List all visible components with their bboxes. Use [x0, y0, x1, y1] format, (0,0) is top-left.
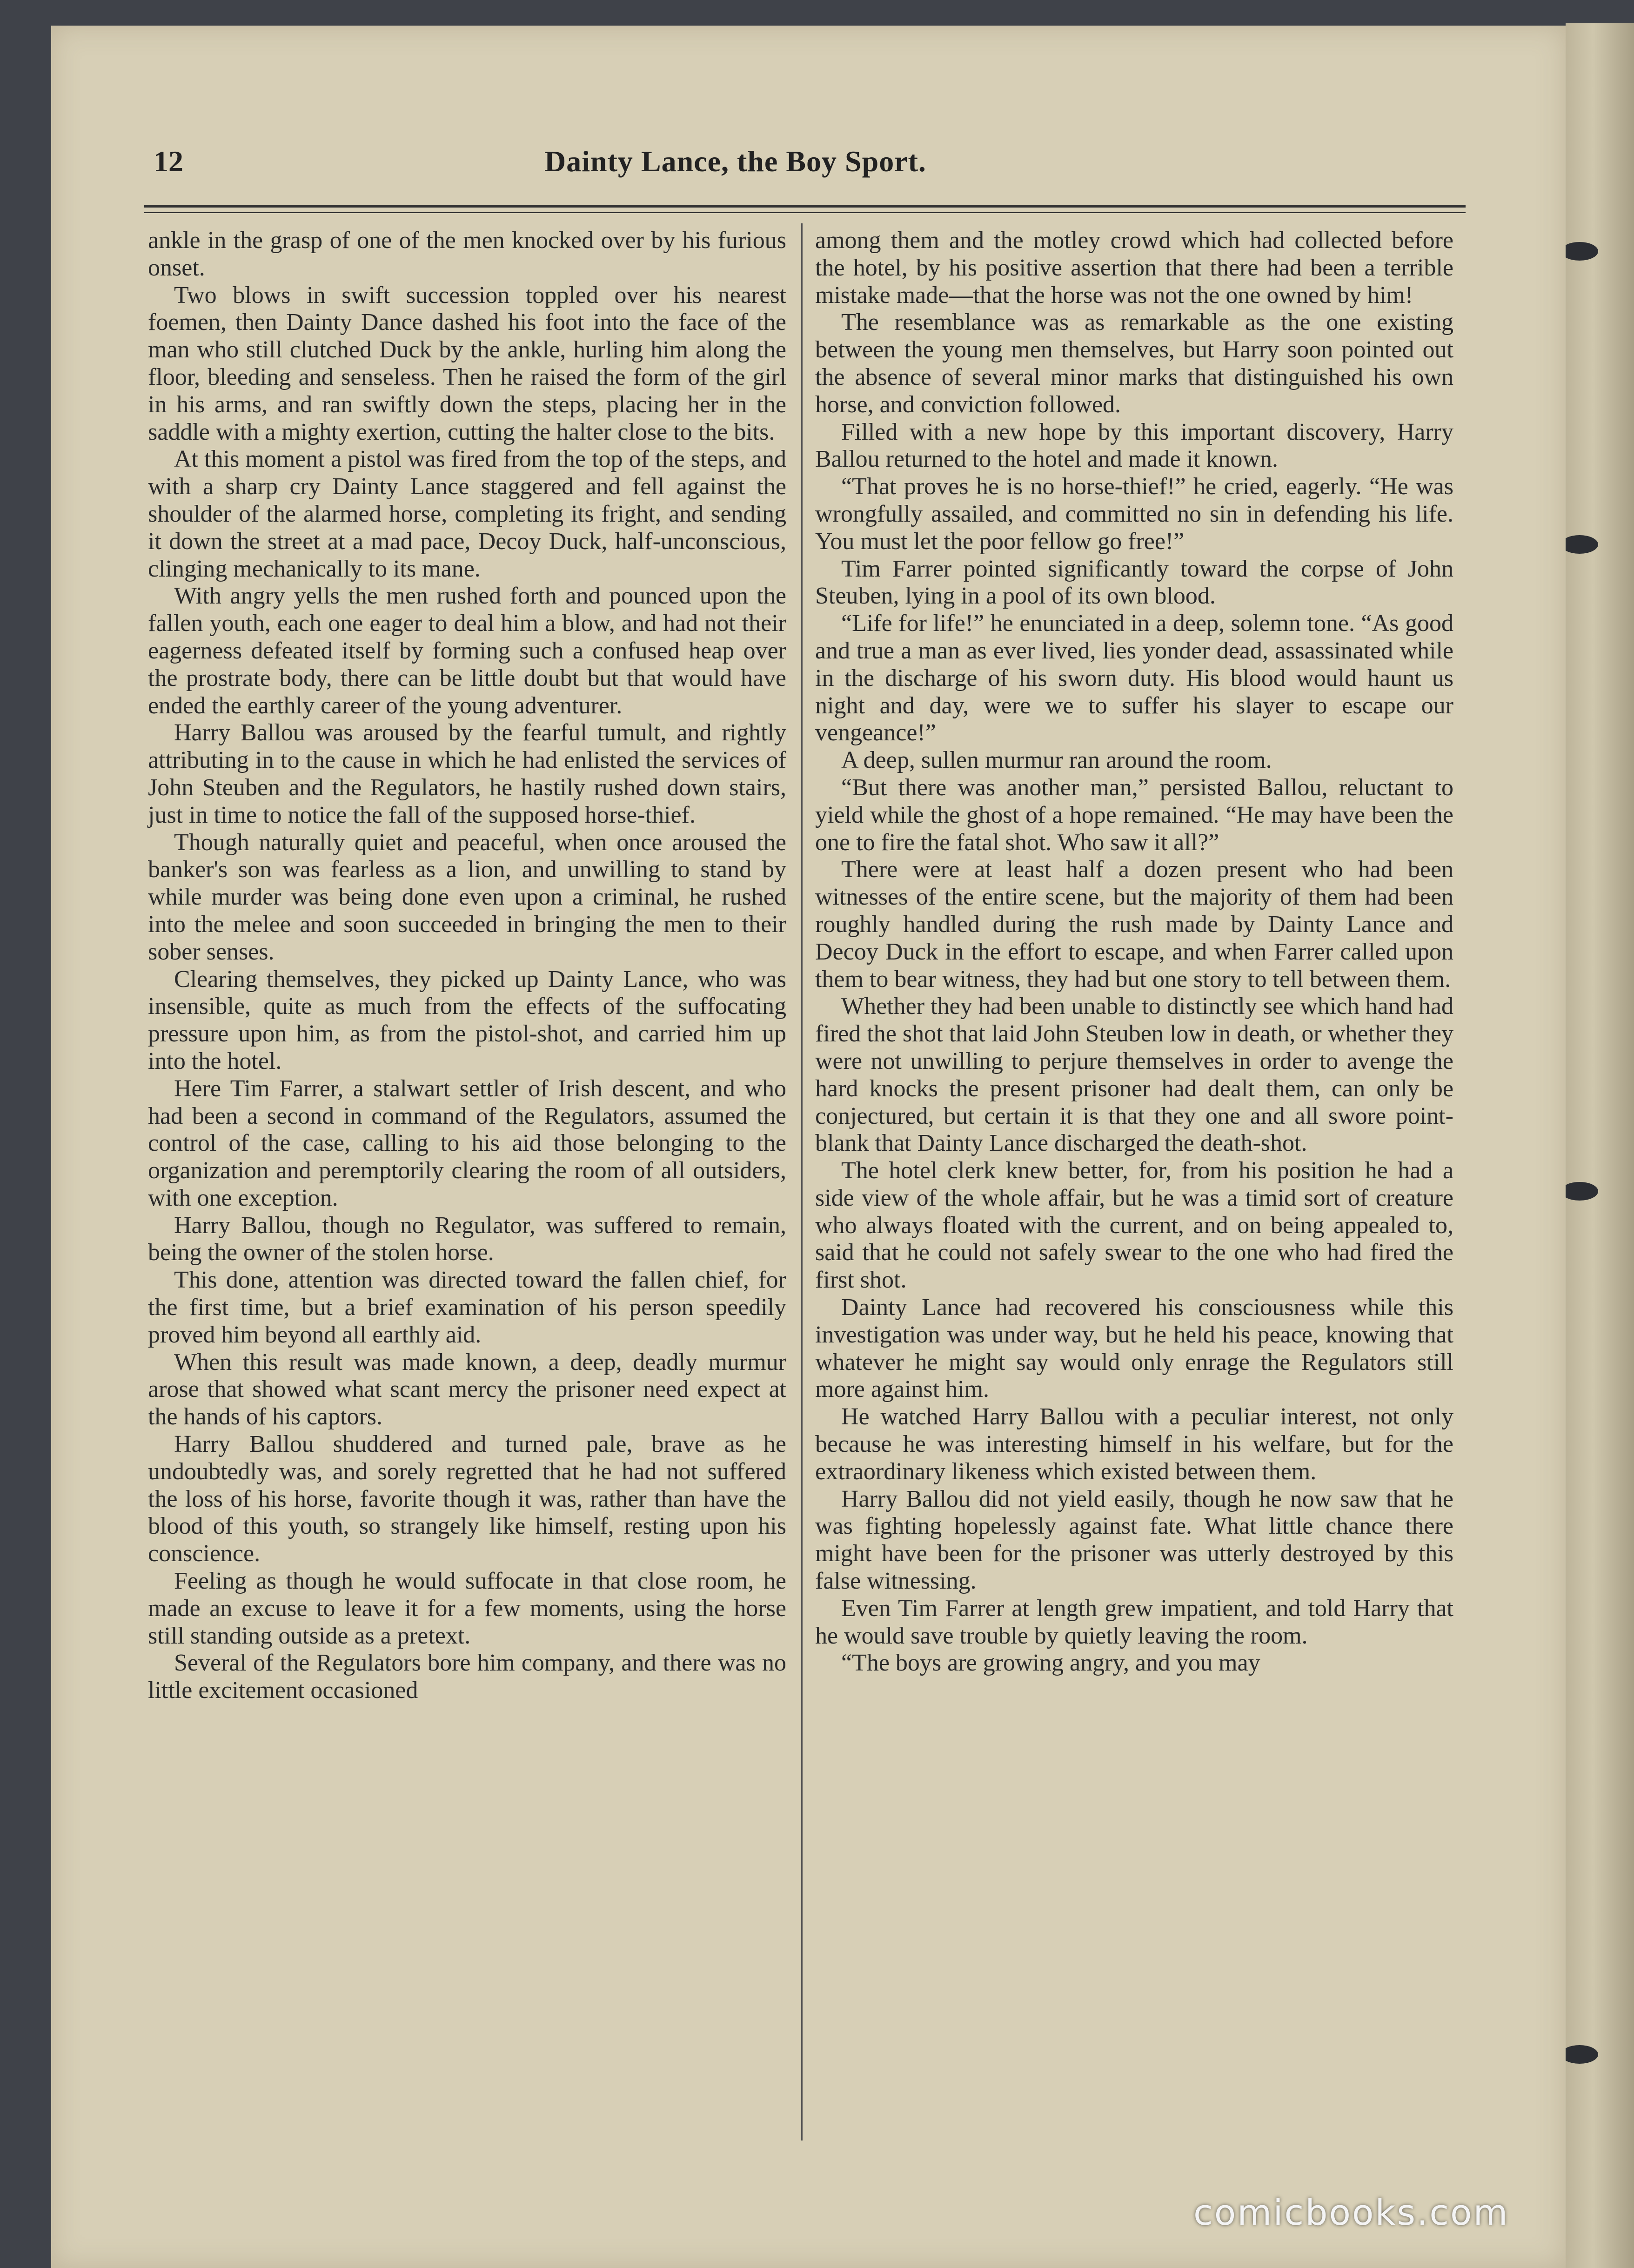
- binding-hole: [1561, 1182, 1598, 1201]
- book-spine: [1566, 23, 1634, 2268]
- header-rule-thin: [144, 212, 1466, 213]
- binding-hole: [1561, 242, 1598, 261]
- paragraph: The hotel clerk knew better, for, from his position he had a side view of the whole affair, but he was a timid sort of creature who always floated with the current, and on being appealed to, said that he could not safely swear to the one who had fired the first shot.: [815, 1157, 1453, 1294]
- paragraph: When this result was made known, a deep, deadly murmur arose that showed what scant mercy the prisoner need expect at the hands of his captors.: [148, 1349, 786, 1430]
- paragraph: Here Tim Farrer, a stalwart settler of Irish descent, and who had been a second in command of the Regulators, assumed the control of the case, calling to his aid those belonging to the organization and peremptorily clearing the room of all outsiders, with one exception.: [148, 1075, 786, 1211]
- paragraph: Harry Ballou, though no Regulator, was suffered to remain, being the owner of the stolen horse.: [148, 1212, 786, 1266]
- paragraph: This done, attention was directed toward the fallen chief, for the first time, but a brief examination of his person speedily proved him beyond all earthly aid.: [148, 1267, 786, 1348]
- paragraph: ankle in the grasp of one of the men knocked over by his furious onset.: [148, 227, 786, 281]
- header-rule: [144, 205, 1466, 208]
- paragraph: Clearing themselves, they picked up Dainty Lance, who was insensible, quite as much from the effects of the suffocating pressure upon him, as from the pistol-shot, and carried him up into the hotel.: [148, 966, 786, 1074]
- page-header: [154, 140, 1466, 205]
- paragraph: He watched Harry Ballou with a peculiar interest, not only because he was interesting himself in his welfare, but for the extraordinary likeness which existed between them.: [815, 1403, 1453, 1485]
- paragraph: At this moment a pistol was fired from the top of the steps, and with a sharp cry Dainty Lance staggered and fell against the shoulder of the alarmed horse, completing its fright, and sending it down the street at a mad pace, Decoy Duck, half-unconscious, clinging mechanically to its mane.: [148, 446, 786, 582]
- column-divider: [801, 223, 803, 2141]
- paragraph: Several of the Regulators bore him company, and there was no little excitement occasioned: [148, 1650, 786, 1704]
- paragraph: Two blows in swift succession toppled over his nearest foemen, then Dainty Dance dashed his foot into the face of the man who still clutched Duck by the ankle, hurling him along the floor, bleeding and senseless. Then he raised the form of the girl in his arms, and ran swiftly down the steps, placing her in the saddle with a mighty exertion, cutting the halter close to the bits.: [148, 282, 786, 445]
- paragraph: Whether they had been unable to distinctly see which hand had fired the shot that laid John Steuben low in death, or whether they were not unwilling to perjure themselves in order to avenge the hard knocks the present prisoner had dealt them, can only be conjectured, but certain it is that they one and all swore point-blank that Dainty Lance discharged the death-shot.: [815, 993, 1453, 1157]
- paragraph: Harry Ballou was aroused by the fearful tumult, and rightly attributing in to the cause in which he had enlisted the services of John Steuben and the Regulators, he hastily rushed down stairs, just in time to notice the fall of the supposed horse-thief.: [148, 719, 786, 828]
- right-column: [815, 227, 1453, 1677]
- paragraph: The resemblance was as remarkable as the one existing between the young men themselves, but Harry soon pointed out the absence of several minor marks that distinguished his own horse, and conviction followed.: [815, 309, 1453, 418]
- binding-hole: [1561, 535, 1598, 554]
- page-number: 12: [154, 145, 183, 178]
- paragraph: With angry yells the men rushed forth and pounced upon the fallen youth, each one eager to deal him a blow, and had not their eagerness defeated itself by forming such a confused heap over the prostrate body, there can be little doubt but that would have ended the earthly career of the young adventurer.: [148, 583, 786, 719]
- paragraph: “Life for life!” he enunciated in a deep, solemn tone. “As good and true a man as ever lived, lies yonder dead, assassinated while in the discharge of his sworn duty. His blood would haunt us night and day, were we to suffer his slayer to escape our vengeance!”: [815, 610, 1453, 746]
- paragraph: Though naturally quiet and peaceful, when once aroused the banker's son was fearless as a lion, and unwilling to stand by while murder was being done even upon a criminal, he rushed into the melee and soon succeeded in bringing the men to their sober senses.: [148, 829, 786, 965]
- paragraph: “That proves he is no horse-thief!” he cried, eagerly. “He was wrongfully assailed, and committed no sin in defending his life. You must let the poor fellow go free!”: [815, 473, 1453, 555]
- binding-hole: [1561, 2045, 1598, 2064]
- paragraph: Even Tim Farrer at length grew impatient, and told Harry that he would save trouble by quietly leaving the room.: [815, 1595, 1453, 1649]
- watermark: comicbooks.com: [1193, 2192, 1509, 2233]
- paragraph: Dainty Lance had recovered his consciousness while this investigation was under way, but he held his peace, knowing that whatever he might say would only enrage the Regulators still more against him.: [815, 1294, 1453, 1403]
- paragraph: Harry Ballou did not yield easily, though he now saw that he was fighting hopelessly against fate. What little chance there might have been for the prisoner was utterly destroyed by this false witnessing.: [815, 1485, 1453, 1595]
- paragraph: Harry Ballou shuddered and turned pale, brave as he undoubtedly was, and sorely regretted that he had not suffered the loss of his horse, favorite though it was, rather than have the blood of this youth, so strangely like himself, resting upon his conscience.: [148, 1431, 786, 1567]
- paragraph: Filled with a new hope by this important discovery, Harry Ballou returned to the hotel and made it known.: [815, 418, 1453, 473]
- left-column: [148, 227, 786, 1704]
- paragraph: Feeling as though he would suffocate in that close room, he made an excuse to leave it for a few moments, using the horse still standing outside as a pretext.: [148, 1568, 786, 1649]
- paragraph: “The boys are growing angry, and you may: [841, 1650, 1260, 1677]
- paragraph: A deep, sullen murmur ran around the room.: [841, 747, 1272, 774]
- paragraph: among them and the motley crowd which had collected before the hotel, by his positive assertion that there had been a terrible mistake made—that the horse was not the one owned by him!: [815, 227, 1453, 309]
- paragraph: “But there was another man,” persisted Ballou, reluctant to yield while the ghost of a hope remained. “He may have been the one to fire the fatal shot. Who saw it all?”: [815, 774, 1453, 856]
- running-title: Dainty Lance, the Boy Sport.: [544, 145, 926, 178]
- paragraph: Tim Farrer pointed significantly toward the corpse of John Steuben, lying in a pool of its own blood.: [815, 555, 1453, 610]
- paragraph: There were at least half a dozen present who had been witnesses of the entire scene, but the majority of them had been roughly handled during the rush made by Dainty Lance and Decoy Duck in the effort to escape, and when Farrer called upon them to bear witness, they had but one story to tell between them.: [815, 856, 1453, 993]
